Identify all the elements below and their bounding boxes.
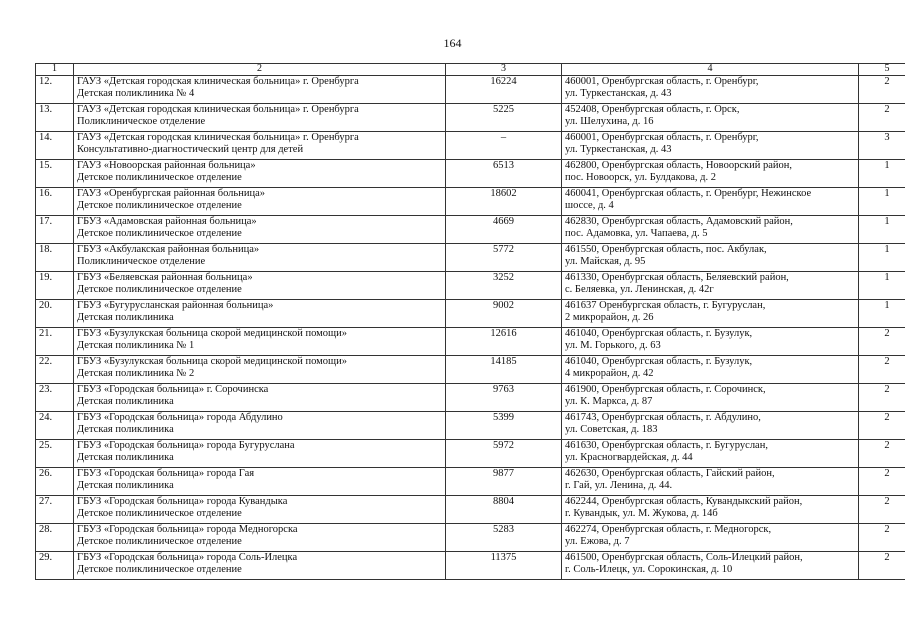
address-line-1: 461900, Оренбургская область, г. Сорочинск, <box>565 384 766 395</box>
level-cell <box>859 216 905 244</box>
row-number-cell <box>36 328 74 356</box>
level-cell <box>859 356 905 384</box>
attached-count: 16224 <box>490 76 517 87</box>
level-cell <box>859 104 905 132</box>
address-line-2: ул. К. Маркса, д. 87 <box>565 396 653 407</box>
count-cell <box>446 216 562 244</box>
institution-name: ГБУЗ «Бузулукская больница скорой медицинской помощи» <box>77 356 348 367</box>
address-cell <box>562 132 859 160</box>
level-value: 2 <box>884 356 890 367</box>
count-cell <box>446 76 562 104</box>
institution-cell <box>74 356 446 384</box>
address-cell <box>562 300 859 328</box>
row-number-cell <box>36 244 74 272</box>
department-name: Детская поликлиника <box>77 396 174 407</box>
department-name: Детское поликлиническое отделение <box>77 564 242 575</box>
count-cell <box>446 300 562 328</box>
address-line-1: 460001, Оренбургская область, г. Оренбург, <box>565 132 759 143</box>
count-cell <box>446 160 562 188</box>
row-number: 23. <box>39 384 53 395</box>
count-cell <box>446 244 562 272</box>
count-cell <box>446 496 562 524</box>
institution-name: ГБУЗ «Городская больница» города Соль-Илецка <box>77 552 298 563</box>
address-line-1: 462244, Оренбургская область, Кувандыкский район, <box>565 496 803 507</box>
table-row <box>36 216 905 244</box>
level-value: 1 <box>884 244 890 255</box>
address-line-1: 461040, Оренбургская область, г. Бузулук, <box>565 328 753 339</box>
level-value: 2 <box>884 328 890 339</box>
count-cell <box>446 104 562 132</box>
table-row <box>36 412 905 440</box>
institution-name: ГБУЗ «Городская больница» города Бугуруслана <box>77 440 295 451</box>
row-number: 24. <box>39 412 53 423</box>
row-number: 19. <box>39 272 53 283</box>
address-line-2: ул. Красногвардейская, д. 44 <box>565 452 693 463</box>
institution-name: ГБУЗ «Бузулукская больница скорой медицинской помощи» <box>77 328 348 339</box>
row-number-cell <box>36 216 74 244</box>
address-cell <box>562 328 859 356</box>
row-number-cell <box>36 132 74 160</box>
address-line-1: 462830, Оренбургская область, Адамовский район, <box>565 216 793 227</box>
row-number: 12. <box>39 76 53 87</box>
level-value: 1 <box>884 160 890 171</box>
department-name: Детское поликлиническое отделение <box>77 284 242 295</box>
count-cell <box>446 440 562 468</box>
row-number: 15. <box>39 160 53 171</box>
institution-cell <box>74 552 446 580</box>
attached-count: 5283 <box>493 524 514 535</box>
row-number: 14. <box>39 132 53 143</box>
table-row <box>36 272 905 300</box>
level-value: 2 <box>884 76 890 87</box>
count-cell <box>446 552 562 580</box>
table-row <box>36 160 905 188</box>
level-cell <box>859 384 905 412</box>
address-cell <box>562 468 859 496</box>
institution-cell <box>74 272 446 300</box>
address-cell <box>562 244 859 272</box>
table-row <box>36 440 905 468</box>
address-line-2: ул. Майская, д. 95 <box>565 256 646 267</box>
attached-count: 3252 <box>493 272 514 283</box>
row-number-cell <box>36 188 74 216</box>
address-cell <box>562 188 859 216</box>
department-name: Консультативно-диагностический центр для детей <box>77 144 304 155</box>
address-line-2: ул. Советская, д. 183 <box>565 424 658 435</box>
row-number-cell <box>36 76 74 104</box>
address-line-1: 460001, Оренбургская область, г. Оренбург, <box>565 76 759 87</box>
institution-cell <box>74 468 446 496</box>
level-value: 1 <box>884 216 890 227</box>
institution-name: ГБУЗ «Акбулакская районная больница» <box>77 244 260 255</box>
institution-name: ГАУЗ «Детская городская клиническая больница» г. Оренбурга <box>77 76 359 87</box>
address-line-2: г. Кувандык, ул. М. Жукова, д. 14б <box>565 508 718 519</box>
column-header: 4 <box>562 64 859 76</box>
row-number-cell <box>36 412 74 440</box>
level-cell <box>859 552 905 580</box>
row-number-cell <box>36 300 74 328</box>
institution-name: ГБУЗ «Городская больница» города Гая <box>77 468 255 479</box>
attached-count: 8804 <box>493 496 514 507</box>
attached-count: 5225 <box>493 104 514 115</box>
count-cell <box>446 356 562 384</box>
address-line-1: 461550, Оренбургская область, пос. Акбулак, <box>565 244 767 255</box>
attached-count: 5399 <box>493 412 514 423</box>
institutions-table <box>35 63 905 580</box>
address-line-1: 462800, Оренбургская область, Новоорский район, <box>565 160 792 171</box>
level-cell <box>859 76 905 104</box>
attached-count: 12616 <box>490 328 517 339</box>
department-name: Детская поликлиника <box>77 312 174 323</box>
department-name: Детская поликлиника № 4 <box>77 88 195 99</box>
table-row <box>36 496 905 524</box>
row-number-cell <box>36 552 74 580</box>
address-line-1: 461637 Оренбургская область, г. Бугуруслан, <box>565 300 766 311</box>
institution-cell <box>74 440 446 468</box>
level-cell <box>859 188 905 216</box>
address-line-2: пос. Адамовка, ул. Чапаева, д. 5 <box>565 228 708 239</box>
level-value: 2 <box>884 468 890 479</box>
department-name: Детская поликлиника <box>77 424 174 435</box>
address-line-1: 461500, Оренбургская область, Соль-Илецкий район, <box>565 552 803 563</box>
row-number-cell <box>36 440 74 468</box>
institution-name: ГАУЗ «Оренбургская районная больница» <box>77 188 265 199</box>
address-cell <box>562 272 859 300</box>
level-cell <box>859 272 905 300</box>
address-cell <box>562 552 859 580</box>
attached-count: 6513 <box>493 160 514 171</box>
department-name: Детская поликлиника № 1 <box>77 340 195 351</box>
table-row <box>36 244 905 272</box>
institution-name: ГБУЗ «Городская больница» г. Сорочинска <box>77 384 269 395</box>
address-line-2: г. Гай, ул. Ленина, д. 44. <box>565 480 673 491</box>
row-number: 13. <box>39 104 53 115</box>
institution-cell <box>74 384 446 412</box>
address-line-2: ул. Шелухина, д. 16 <box>565 116 654 127</box>
table-row <box>36 328 905 356</box>
institution-name: ГБУЗ «Городская больница» города Медногорска <box>77 524 298 535</box>
attached-count: 5972 <box>493 440 514 451</box>
department-name: Детская поликлиника <box>77 480 174 491</box>
row-number: 18. <box>39 244 53 255</box>
attached-count: 9877 <box>493 468 514 479</box>
count-cell <box>446 384 562 412</box>
institution-name: ГБУЗ «Городская больница» города Абдулино <box>77 412 283 423</box>
level-cell <box>859 524 905 552</box>
department-name: Детское поликлиническое отделение <box>77 508 242 519</box>
level-cell <box>859 328 905 356</box>
institution-name: ГБУЗ «Бугурусланская районная больница» <box>77 300 274 311</box>
address-line-2: ул. Ежова, д. 7 <box>565 536 630 547</box>
address-line-2: ул. Туркестанская, д. 43 <box>565 144 672 155</box>
institution-cell <box>74 216 446 244</box>
address-line-2: ул. Туркестанская, д. 43 <box>565 88 672 99</box>
level-value: 2 <box>884 440 890 451</box>
institution-cell <box>74 76 446 104</box>
row-number: 26. <box>39 468 53 479</box>
count-cell <box>446 524 562 552</box>
attached-count: 14185 <box>490 356 517 367</box>
row-number-cell <box>36 160 74 188</box>
department-name: Детское поликлиническое отделение <box>77 172 242 183</box>
address-line-1: 462630, Оренбургская область, Гайский район, <box>565 468 775 479</box>
address-cell <box>562 524 859 552</box>
institution-name: ГАУЗ «Детская городская клиническая больница» г. Оренбурга <box>77 132 359 143</box>
institution-cell <box>74 524 446 552</box>
address-cell <box>562 216 859 244</box>
address-line-1: 462274, Оренбургская область, г. Медногорск, <box>565 524 772 535</box>
row-number-cell <box>36 524 74 552</box>
table-row <box>36 524 905 552</box>
level-value: 2 <box>884 104 890 115</box>
institution-name: ГБУЗ «Беляевская районная больница» <box>77 272 253 283</box>
institution-cell <box>74 160 446 188</box>
table-row <box>36 76 905 104</box>
table-row <box>36 552 905 580</box>
level-value: 2 <box>884 524 890 535</box>
table-row <box>36 468 905 496</box>
count-cell <box>446 412 562 440</box>
attached-count: 18602 <box>490 188 517 199</box>
institution-cell <box>74 104 446 132</box>
level-cell <box>859 440 905 468</box>
address-cell <box>562 76 859 104</box>
row-number: 20. <box>39 300 53 311</box>
institution-cell <box>74 496 446 524</box>
address-line-1: 461630, Оренбургская область, г. Бугуруслан, <box>565 440 768 451</box>
level-cell <box>859 496 905 524</box>
address-line-1: 452408, Оренбургская область, г. Орск, <box>565 104 740 115</box>
address-line-2: шоссе, д. 4 <box>565 200 614 211</box>
level-cell <box>859 160 905 188</box>
attached-count: – <box>500 132 507 143</box>
level-value: 1 <box>884 188 890 199</box>
attached-count: 5772 <box>493 244 514 255</box>
address-line-1: 460041, Оренбургская область, г. Оренбург, Нежинское <box>565 188 812 199</box>
table-row <box>36 104 905 132</box>
attached-count: 11375 <box>490 552 517 563</box>
level-value: 3 <box>884 132 890 143</box>
level-value: 2 <box>884 552 890 563</box>
count-cell <box>446 468 562 496</box>
address-line-2: 4 микрорайон, д. 42 <box>565 368 654 379</box>
count-cell <box>446 188 562 216</box>
address-line-1: 461040, Оренбургская область, г. Бузулук, <box>565 356 753 367</box>
level-cell <box>859 244 905 272</box>
count-cell <box>446 132 562 160</box>
table-row <box>36 188 905 216</box>
table-row <box>36 384 905 412</box>
department-name: Детское поликлиническое отделение <box>77 536 242 547</box>
level-cell <box>859 300 905 328</box>
attached-count: 4669 <box>493 216 514 227</box>
department-name: Поликлиническое отделение <box>77 116 206 127</box>
department-name: Детская поликлиника <box>77 452 174 463</box>
column-header: 3 <box>446 64 562 76</box>
row-number: 28. <box>39 524 53 535</box>
row-number-cell <box>36 496 74 524</box>
address-line-2: ул. М. Горького, д. 63 <box>565 340 661 351</box>
institution-cell <box>74 188 446 216</box>
table-row <box>36 356 905 384</box>
institution-name: ГБУЗ «Городская больница» города Кувандыка <box>77 496 288 507</box>
department-name: Детское поликлиническое отделение <box>77 200 242 211</box>
institution-cell <box>74 328 446 356</box>
address-cell <box>562 104 859 132</box>
address-cell <box>562 356 859 384</box>
column-header: 2 <box>74 64 446 76</box>
department-name: Детская поликлиника № 2 <box>77 368 195 379</box>
column-header: 5 <box>859 64 905 76</box>
row-number: 21. <box>39 328 53 339</box>
institution-cell <box>74 244 446 272</box>
address-line-2: 2 микрорайон, д. 26 <box>565 312 654 323</box>
column-header-row <box>36 64 905 76</box>
institution-cell <box>74 412 446 440</box>
row-number-cell <box>36 356 74 384</box>
address-cell <box>562 412 859 440</box>
level-value: 2 <box>884 384 890 395</box>
row-number-cell <box>36 104 74 132</box>
count-cell <box>446 328 562 356</box>
table-row <box>36 132 905 160</box>
row-number: 16. <box>39 188 53 199</box>
row-number: 17. <box>39 216 53 227</box>
institution-cell <box>74 300 446 328</box>
level-value: 1 <box>884 272 890 283</box>
address-line-2: пос. Новоорск, ул. Булдакова, д. 2 <box>565 172 716 183</box>
column-header: 1 <box>36 64 74 76</box>
address-cell <box>562 496 859 524</box>
row-number-cell <box>36 468 74 496</box>
address-cell <box>562 160 859 188</box>
address-line-2: г. Соль-Илецк, ул. Сорокинская, д. 10 <box>565 564 733 575</box>
row-number: 22. <box>39 356 53 367</box>
table-row <box>36 300 905 328</box>
attached-count: 9763 <box>493 384 514 395</box>
address-line-1: 461743, Оренбургская область, г. Абдулино, <box>565 412 761 423</box>
institution-cell <box>74 132 446 160</box>
institution-name: ГАУЗ «Новоорская районная больница» <box>77 160 256 171</box>
level-cell <box>859 468 905 496</box>
address-line-2: с. Беляевка, ул. Ленинская, д. 42г <box>565 284 714 295</box>
row-number: 27. <box>39 496 53 507</box>
address-cell <box>562 384 859 412</box>
row-number-cell <box>36 272 74 300</box>
row-number: 29. <box>39 552 53 563</box>
address-line-1: 461330, Оренбургская область, Беляевский район, <box>565 272 789 283</box>
level-value: 2 <box>884 496 890 507</box>
page-number: 164 <box>443 36 462 50</box>
row-number: 25. <box>39 440 53 451</box>
department-name: Детское поликлиническое отделение <box>77 228 242 239</box>
department-name: Поликлиническое отделение <box>77 256 206 267</box>
institution-name: ГАУЗ «Детская городская клиническая больница» г. Оренбурга <box>77 104 359 115</box>
level-cell <box>859 132 905 160</box>
row-number-cell <box>36 384 74 412</box>
attached-count: 9002 <box>493 300 514 311</box>
level-cell <box>859 412 905 440</box>
level-value: 2 <box>884 412 890 423</box>
count-cell <box>446 272 562 300</box>
institution-name: ГБУЗ «Адамовская районная больница» <box>77 216 257 227</box>
address-cell <box>562 440 859 468</box>
level-value: 1 <box>884 300 890 311</box>
